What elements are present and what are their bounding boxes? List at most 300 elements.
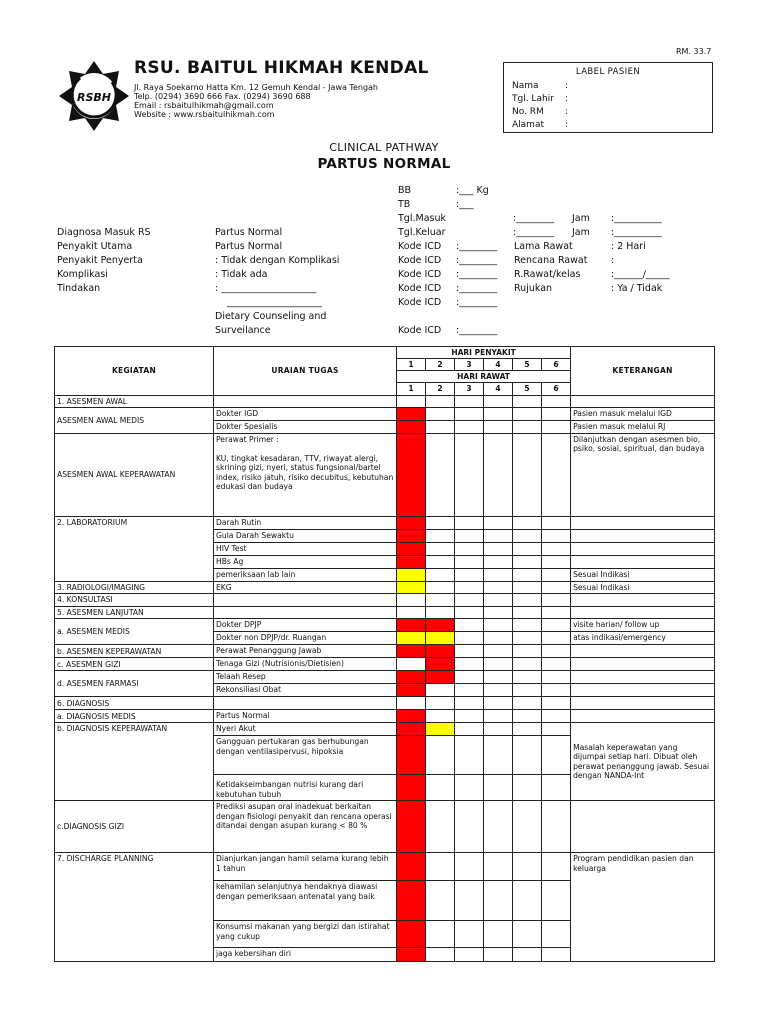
day-cell: [455, 619, 484, 632]
day-cell: [513, 433, 542, 516]
uraian-cell: Konsumsi makanan yang bergizi dan istirahat yang cukup: [214, 921, 397, 948]
day-header-penyakit: 6: [542, 359, 571, 371]
day-cell-required: [397, 555, 426, 568]
document-subtitle: PARTUS NORMAL: [317, 156, 451, 172]
day-cell: [426, 516, 455, 529]
keterangan-cell: [571, 710, 715, 723]
patient-address-label: Alamat: [512, 120, 544, 130]
uraian-cell: Partus Normal: [214, 710, 397, 723]
uraian-cell: [214, 396, 397, 408]
tgl-masuk-label: Tgl.Masuk: [398, 213, 446, 224]
day-cell: [455, 710, 484, 723]
day-cell: [455, 881, 484, 921]
day-cell-required: [397, 433, 426, 516]
day-cell: [542, 697, 571, 710]
day-cell: [426, 581, 455, 593]
day-cell: [426, 948, 455, 962]
day-header-penyakit: 1: [397, 359, 426, 371]
day-cell: [484, 658, 513, 671]
jam-masuk-label: Jam: [572, 213, 590, 224]
penyakit-penyerta-value: : Tidak dengan Komplikasi: [215, 255, 340, 266]
lama-rawat-label: Lama Rawat: [514, 241, 573, 252]
day-cell: [542, 542, 571, 555]
table-body: [55, 396, 715, 962]
tgl-keluar-value: :________: [513, 227, 555, 238]
day-cell: [484, 632, 513, 645]
patient-label-box: [503, 62, 713, 133]
jam-keluar-value: :__________: [611, 227, 662, 238]
day-cell: [542, 801, 571, 853]
keterangan-cell: [571, 555, 715, 568]
icd-value-4: :________: [456, 283, 498, 294]
header-hari-rawat: HARI RAWAT: [397, 371, 571, 383]
keterangan-cell: visite harian/ follow up: [571, 619, 715, 632]
table-row: [55, 671, 715, 684]
uraian-cell: jaga kebersihan diri: [214, 948, 397, 962]
kegiatan-cell: ASESMEN AWAL MEDIS: [55, 408, 214, 433]
keterangan-cell: Pasien masuk melalui RJ: [571, 421, 715, 433]
day-cell: [426, 775, 455, 801]
uraian-cell: Prediksi asupan oral inadekuat berkaitan dengan fisiologi penyakit dan rencana operasi ditandai dengan asupan kurang < 80 %: [214, 801, 397, 853]
day-cell-required: [397, 516, 426, 529]
day-cell: [513, 408, 542, 421]
keterangan-cell: [571, 516, 715, 529]
day-cell: [426, 529, 455, 542]
day-cell: [513, 542, 542, 555]
day-cell: [455, 921, 484, 948]
keterangan-cell: [571, 801, 715, 853]
komplikasi-label: Komplikasi: [57, 269, 108, 280]
day-cell: [513, 632, 542, 645]
day-cell-required: [397, 775, 426, 801]
day-cell-conditional: [397, 632, 426, 645]
day-cell: [513, 568, 542, 581]
keterangan-cell: [571, 606, 715, 618]
uraian-cell: Ketidakseimbangan nutrisi kurang dari kebutuhan tubuh: [214, 775, 397, 801]
kegiatan-cell: c. ASESMEN GIZI: [55, 658, 214, 671]
day-cell: [426, 555, 455, 568]
day-cell-required: [397, 853, 426, 881]
diagnosa-masuk-value: Partus Normal: [215, 227, 283, 238]
day-cell: [484, 736, 513, 775]
day-cell: [455, 408, 484, 421]
penyakit-utama-label: Penyakit Utama: [57, 241, 133, 252]
day-cell-required: [397, 619, 426, 632]
table-row: [55, 581, 715, 593]
day-cell: [455, 606, 484, 618]
rujukan-label: Rujukan: [514, 283, 553, 294]
day-cell-required: [397, 881, 426, 921]
table-row: [55, 408, 715, 421]
icd-label-1: Kode ICD: [398, 241, 442, 252]
day-cell: [455, 645, 484, 658]
tindakan-label: Tindakan: [57, 283, 101, 294]
day-header-rawat: 3: [455, 383, 484, 396]
keterangan-cell: Program pendidikan pasien dan keluarga: [571, 853, 715, 962]
jam-masuk-value: :__________: [611, 213, 662, 224]
day-cell: [542, 710, 571, 723]
keterangan-cell: [571, 684, 715, 697]
day-cell: [513, 619, 542, 632]
day-cell: [513, 881, 542, 921]
day-cell: [426, 801, 455, 853]
diagnosa-masuk-label: Diagnosa Masuk RS: [57, 227, 151, 238]
kegiatan-cell: 1. ASESMEN AWAL: [55, 396, 214, 408]
day-header-penyakit: 2: [426, 359, 455, 371]
kegiatan-cell: a. ASESMEN MEDIS: [55, 619, 214, 645]
day-cell: [484, 853, 513, 881]
kegiatan-cell: 2. LABORATORIUM: [55, 516, 214, 581]
day-cell: [542, 658, 571, 671]
document-title: CLINICAL PATHWAY: [329, 141, 439, 154]
day-cell: [397, 396, 426, 408]
day-cell-required: [397, 723, 426, 736]
day-cell: [513, 853, 542, 881]
kegiatan-cell: b. ASESMEN KEPERAWATAN: [55, 645, 214, 658]
uraian-cell: HIV Test: [214, 542, 397, 555]
keterangan-cell: Pasien masuk melalui IGD: [571, 408, 715, 421]
day-cell: [513, 581, 542, 593]
day-cell-required: [397, 529, 426, 542]
day-cell: [542, 853, 571, 881]
day-cell: [484, 684, 513, 697]
uraian-cell: Perawat Primer : KU, tingkat kesadaran, TTV, riwayat alergi, skrining gizi, nyeri, status fungsional/bartel index, risiko jatuh, risiko decubitus, kebutuhan edukasi dan budaya: [214, 433, 397, 516]
patient-address-field: [512, 120, 569, 130]
table-row: [55, 619, 715, 632]
uraian-cell: Dokter Spesialis: [214, 421, 397, 433]
tgl-masuk-value: :________: [513, 213, 555, 224]
kegiatan-cell: 7. DISCHARGE PLANNING: [55, 853, 214, 962]
day-cell: [484, 697, 513, 710]
day-cell: [455, 581, 484, 593]
day-cell: [542, 948, 571, 962]
header-keterangan: KETERANGAN: [571, 347, 715, 396]
uraian-cell: [214, 594, 397, 606]
day-cell: [426, 684, 455, 697]
day-cell: [484, 421, 513, 433]
day-cell-required: [397, 948, 426, 962]
day-cell: [513, 645, 542, 658]
day-cell-required: [397, 921, 426, 948]
uraian-cell: Gangguan pertukaran gas berhubungan dengan ventilasipervusi, hipoksia: [214, 736, 397, 775]
day-cell: [426, 594, 455, 606]
dietary-counseling: Dietary Counseling and: [215, 311, 327, 322]
patient-rm-field: [512, 107, 569, 117]
day-cell: [484, 555, 513, 568]
day-cell: [455, 568, 484, 581]
day-cell-required: [426, 619, 455, 632]
day-cell-conditional: [426, 632, 455, 645]
kegiatan-cell: 6. DIAGNOSIS: [55, 697, 214, 710]
day-cell-required: [397, 801, 426, 853]
table-row: [55, 645, 715, 658]
bb-value: :___ Kg: [456, 185, 489, 196]
day-cell: [513, 516, 542, 529]
day-header-penyakit: 3: [455, 359, 484, 371]
uraian-cell: Dianjurkan jangan hamil selama kurang lebih 1 tahun: [214, 853, 397, 881]
day-cell: [542, 775, 571, 801]
day-cell-conditional: [397, 568, 426, 581]
day-cell: [542, 736, 571, 775]
day-cell: [426, 542, 455, 555]
day-cell: [455, 396, 484, 408]
day-cell: [513, 396, 542, 408]
patient-dob-field: [512, 94, 569, 104]
uraian-cell: Rekonsiliasi Obat: [214, 684, 397, 697]
day-cell: [455, 948, 484, 962]
hospital-phone: Telp. (0294) 3690 666 Fax. (0294) 3690 688: [134, 92, 311, 101]
kegiatan-cell: c.DIAGNOSIS GIZI: [55, 801, 214, 853]
uraian-cell: Gula Darah Sewaktu: [214, 529, 397, 542]
day-cell: [426, 408, 455, 421]
day-cell: [484, 801, 513, 853]
day-cell: [426, 433, 455, 516]
day-cell: [542, 921, 571, 948]
uraian-cell: pemeriksaan lab lain: [214, 568, 397, 581]
icd-value-6: :________: [456, 325, 498, 336]
uraian-cell: [214, 606, 397, 618]
day-cell-required: [397, 542, 426, 555]
day-header-penyakit: 5: [513, 359, 542, 371]
day-cell-required: [397, 408, 426, 421]
uraian-cell: Telaah Resep: [214, 671, 397, 684]
day-cell: [542, 645, 571, 658]
icd-label-5: Kode ICD: [398, 297, 442, 308]
day-cell: [513, 697, 542, 710]
kegiatan-cell: 5. ASESMEN LANJUTAN: [55, 606, 214, 618]
clinical-pathway-table: [54, 346, 715, 962]
icd-value-5: :________: [456, 297, 498, 308]
kegiatan-cell: d. ASESMEN FARMASI: [55, 671, 214, 697]
day-cell: [455, 801, 484, 853]
day-cell-required: [426, 645, 455, 658]
day-cell-required: [397, 645, 426, 658]
day-cell: [513, 594, 542, 606]
day-cell: [484, 710, 513, 723]
day-cell: [542, 632, 571, 645]
uraian-cell: Darah Rutin: [214, 516, 397, 529]
uraian-cell: EKG: [214, 581, 397, 593]
day-cell: [426, 853, 455, 881]
icd-label-6: Kode ICD: [398, 325, 442, 336]
day-cell: [455, 853, 484, 881]
day-cell: [455, 684, 484, 697]
day-cell: [484, 529, 513, 542]
day-cell: [455, 555, 484, 568]
rawat-kelas-label: R.Rawat/kelas: [514, 269, 581, 280]
uraian-cell: Dokter DPJP: [214, 619, 397, 632]
tb-label: TB: [398, 199, 411, 210]
day-cell: [455, 697, 484, 710]
day-cell-required: [397, 710, 426, 723]
day-cell: [455, 632, 484, 645]
tgl-keluar-label: Tgl.Keluar: [398, 227, 446, 238]
day-cell: [397, 658, 426, 671]
table-row: [55, 801, 715, 853]
day-cell: [542, 529, 571, 542]
keterangan-cell: atas indikasi/emergency: [571, 632, 715, 645]
day-cell: [513, 529, 542, 542]
day-cell: [513, 671, 542, 684]
tb-value: :___: [456, 199, 474, 210]
keterangan-cell: [571, 396, 715, 408]
table-row: [55, 723, 715, 736]
day-cell: [513, 948, 542, 962]
day-cell-conditional: [426, 723, 455, 736]
day-cell: [426, 396, 455, 408]
rawat-kelas-value: :______/_____: [611, 269, 670, 280]
table-row: [55, 396, 715, 408]
day-cell: [513, 606, 542, 618]
day-cell-required: [426, 658, 455, 671]
day-cell: [455, 736, 484, 775]
penyakit-penyerta-label: Penyakit Penyerta: [57, 255, 143, 266]
patient-name-colon: :: [565, 81, 569, 91]
kegiatan-cell: b. DIAGNOSIS KEPERAWATAN: [55, 723, 214, 801]
day-cell: [455, 723, 484, 736]
day-cell: [455, 516, 484, 529]
uraian-cell: Dokter non DPJP/dr. Ruangan: [214, 632, 397, 645]
hospital-logo: [56, 58, 132, 134]
day-cell: [397, 697, 426, 710]
kegiatan-cell: 3. RADIOLOGI/IMAGING: [55, 581, 214, 593]
day-cell: [542, 619, 571, 632]
day-cell: [426, 568, 455, 581]
day-cell: [542, 606, 571, 618]
uraian-cell: Dokter IGD: [214, 408, 397, 421]
day-cell: [484, 881, 513, 921]
day-cell: [513, 921, 542, 948]
day-cell: [542, 396, 571, 408]
keterangan-cell: [571, 645, 715, 658]
day-cell: [426, 421, 455, 433]
day-cell: [455, 594, 484, 606]
day-cell: [513, 684, 542, 697]
kegiatan-cell: a. DIAGNOSIS MEDIS: [55, 710, 214, 723]
day-cell: [484, 606, 513, 618]
day-cell: [484, 581, 513, 593]
day-cell: [455, 421, 484, 433]
keterangan-cell: [571, 529, 715, 542]
keterangan-cell: Dilanjutkan dengan asesmen bio, psiko, sosial, spiritual, dan budaya: [571, 433, 715, 516]
rujukan-value: : Ya / Tidak: [611, 283, 663, 294]
rencana-rawat-value: :: [611, 255, 615, 266]
patient-name-label: Nama: [512, 81, 539, 91]
day-cell: [513, 710, 542, 723]
header-uraian-tugas: URAIAN TUGAS: [214, 347, 397, 396]
day-header-rawat: 6: [542, 383, 571, 396]
icd-value-3: :________: [456, 269, 498, 280]
tindakan-value: : ____________________: [215, 283, 317, 294]
logo-text: RSBH: [77, 91, 111, 104]
keterangan-cell: Masalah keperawatan yang dijumpai setiap hari. Dibuat oleh perawat penanggung jawab. Sesuai dengan NANDA-Int: [571, 723, 715, 801]
table-row: [55, 606, 715, 618]
day-cell: [426, 710, 455, 723]
table-row: [55, 710, 715, 723]
day-cell: [542, 516, 571, 529]
patient-rm-label: No. RM: [512, 107, 544, 117]
kegiatan-cell: 4. KONSULTASI: [55, 594, 214, 606]
day-cell: [484, 619, 513, 632]
icd-value-2: :________: [456, 255, 498, 266]
day-cell: [484, 594, 513, 606]
day-cell: [426, 921, 455, 948]
day-cell-required: [397, 421, 426, 433]
day-cell: [542, 723, 571, 736]
patient-address-colon: :: [565, 120, 569, 130]
day-cell: [513, 723, 542, 736]
day-cell: [542, 671, 571, 684]
day-cell: [513, 421, 542, 433]
uraian-cell: Tenaga Gizi (Nutrisionis/Dietisien): [214, 658, 397, 671]
day-cell: [484, 516, 513, 529]
day-cell: [426, 606, 455, 618]
day-cell: [426, 736, 455, 775]
day-cell: [513, 555, 542, 568]
keterangan-cell: Sesuai Indikasi: [571, 568, 715, 581]
bb-label: BB: [398, 185, 412, 196]
day-cell: [484, 645, 513, 658]
day-cell: [542, 594, 571, 606]
day-cell: [542, 684, 571, 697]
icd-label-2: Kode ICD: [398, 255, 442, 266]
day-header-rawat: 1: [397, 383, 426, 396]
day-cell: [513, 801, 542, 853]
day-cell: [484, 921, 513, 948]
dietary-surveilance: Surveilance: [215, 325, 271, 336]
day-cell: [484, 723, 513, 736]
kegiatan-cell: ASESMEN AWAL KEPERAWATAN: [55, 433, 214, 516]
uraian-cell: Nyeri Akut: [214, 723, 397, 736]
icd-label-4: Kode ICD: [398, 283, 442, 294]
day-header-rawat: 2: [426, 383, 455, 396]
header-hari-penyakit: HARI PENYAKIT: [397, 347, 571, 359]
table-row: [55, 658, 715, 671]
day-cell: [484, 568, 513, 581]
day-cell: [484, 948, 513, 962]
day-cell: [484, 396, 513, 408]
uraian-cell: Perawat Penanggung Jawab: [214, 645, 397, 658]
day-cell: [484, 542, 513, 555]
patient-name-field: [512, 81, 569, 91]
day-cell-required: [426, 671, 455, 684]
header-kegiatan: KEGIATAN: [55, 347, 214, 396]
day-cell: [542, 408, 571, 421]
hospital-email: Email : rsbaitulhikmah@gmail.com: [134, 101, 274, 110]
patient-dob-label: Tgl. Lahir: [512, 94, 554, 104]
hospital-address: Jl. Raya Soekarno Hatta Km. 12 Gemuh Kendal - Jawa Tengah: [134, 83, 378, 92]
keterangan-cell: [571, 542, 715, 555]
keterangan-cell: [571, 671, 715, 684]
day-cell: [426, 881, 455, 921]
day-cell: [484, 671, 513, 684]
hospital-name: RSU. BAITUL HIKMAH KENDAL: [134, 58, 429, 78]
uraian-cell: [214, 697, 397, 710]
patient-label-title: LABEL PASIEN: [575, 67, 641, 77]
hospital-website: Website : www.rsbaitulhikmah.com: [134, 110, 275, 119]
day-cell: [455, 542, 484, 555]
day-header-rawat: 4: [484, 383, 513, 396]
icd-label-3: Kode ICD: [398, 269, 442, 280]
day-header-rawat: 5: [513, 383, 542, 396]
form-code: RM. 33.7: [676, 47, 712, 56]
day-cell: [484, 433, 513, 516]
komplikasi-value: : Tidak ada: [215, 269, 268, 280]
uraian-cell: kehamilan selanjutnya hendaknya diawasi dengan pemeriksaan antenatal yang baik: [214, 881, 397, 921]
day-cell: [513, 775, 542, 801]
jam-keluar-label: Jam: [572, 227, 590, 238]
day-cell: [542, 421, 571, 433]
